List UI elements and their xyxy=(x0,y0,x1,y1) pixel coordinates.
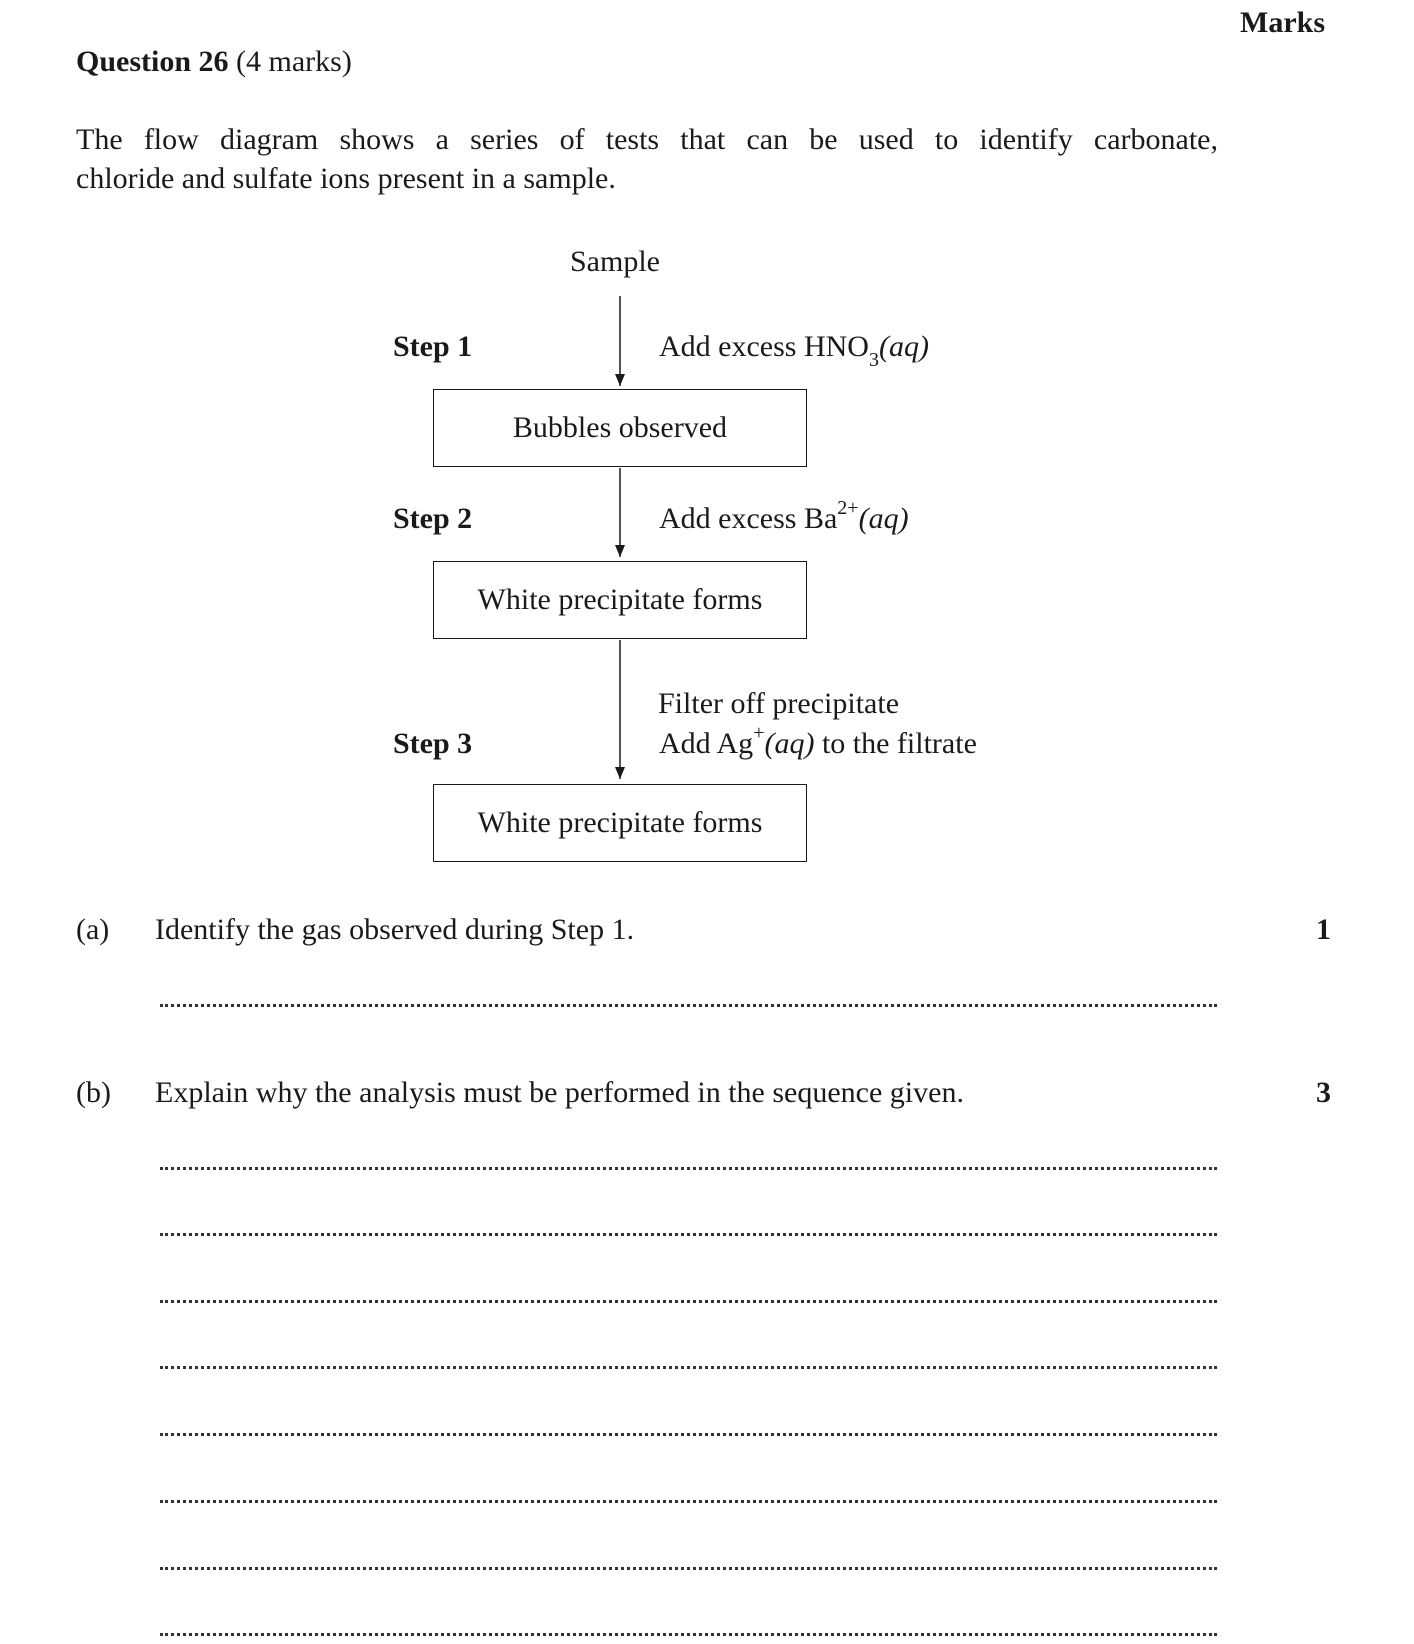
answer-line-b-6[interactable] xyxy=(160,1500,1217,1503)
step-3-instruction-line-1: Filter off precipitate xyxy=(658,687,900,720)
step-1-result: Bubbles observed xyxy=(512,411,728,444)
step-3-result-box xyxy=(433,784,807,862)
step-2-result-box xyxy=(433,561,807,639)
answer-line-b-3[interactable] xyxy=(160,1300,1217,1303)
step-1-result-box xyxy=(433,389,807,467)
answer-line-b-8[interactable] xyxy=(160,1633,1217,1636)
step-3-reagent: Add Ag xyxy=(659,727,754,760)
part-b-label: (b) xyxy=(76,1076,111,1109)
part-b-marks: 3 xyxy=(1316,1076,1331,1109)
answer-line-a[interactable] xyxy=(160,1004,1217,1007)
part-b-text: Explain why the analysis must be performed in the sequence given. xyxy=(155,1076,964,1109)
step-2-reagent-charge: 2+ xyxy=(837,497,859,519)
step-1-reagent: Add excess HNO xyxy=(659,330,869,363)
step-3-state: (aq) xyxy=(764,727,815,760)
arrowhead-step-3 xyxy=(615,767,625,779)
intro-line-1: The flow diagram shows a series of tests that can be used to identify carbonate, xyxy=(76,123,1218,156)
part-a-marks: 1 xyxy=(1316,913,1331,946)
arrowhead-step-1 xyxy=(615,374,625,386)
answer-line-b-4[interactable] xyxy=(160,1366,1217,1369)
step-1-label: Step 1 xyxy=(393,330,473,363)
step-3-instruction-line-2 xyxy=(659,722,977,761)
question-number: Question 26 xyxy=(76,45,229,78)
part-a-text: Identify the gas observed during Step 1. xyxy=(155,913,635,946)
marks-column-heading: Marks xyxy=(1240,6,1325,39)
step-3-instruction-tail: to the filtrate xyxy=(814,727,977,760)
step-1-reagent-subscript: 3 xyxy=(868,349,879,371)
intro-line-2: chloride and sulfate ions present in a sample. xyxy=(76,162,616,195)
answer-line-b-1[interactable] xyxy=(160,1167,1217,1170)
step-2-state: (aq) xyxy=(858,502,909,535)
answer-line-b-5[interactable] xyxy=(160,1433,1217,1436)
step-2-instruction xyxy=(659,497,909,536)
step-3-result: White precipitate forms xyxy=(477,806,763,839)
step-2-label: Step 2 xyxy=(393,502,473,535)
step-2-result: White precipitate forms xyxy=(477,583,763,616)
step-1-state: (aq) xyxy=(878,330,929,363)
diagram-start-label: Sample xyxy=(570,245,660,278)
step-3-reagent-charge: + xyxy=(753,722,765,744)
question-marks: (4 marks) xyxy=(236,45,352,78)
step-3-label: Step 3 xyxy=(393,727,473,760)
arrowhead-step-2 xyxy=(615,545,625,557)
answer-line-b-7[interactable] xyxy=(160,1567,1217,1570)
step-2-reagent: Add excess Ba xyxy=(659,502,838,535)
part-a-label: (a) xyxy=(76,913,110,946)
answer-line-b-2[interactable] xyxy=(160,1233,1217,1236)
step-1-instruction xyxy=(659,330,929,371)
